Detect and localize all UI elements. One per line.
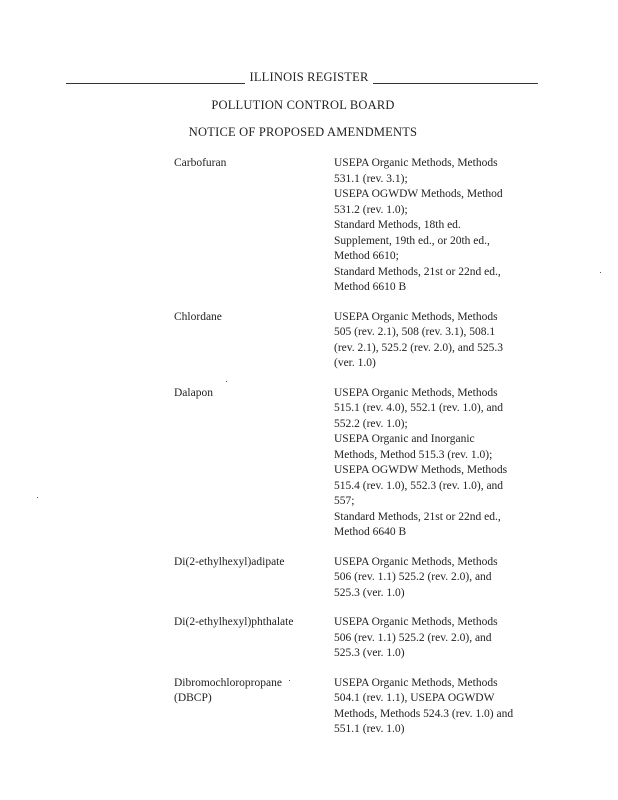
method-line: Methods, Method 515.3 (rev. 1.0);	[334, 448, 493, 461]
register-title	[0, 70, 618, 85]
method-line: (rev. 2.1), 525.2 (rev. 2.0), and 525.3	[334, 341, 504, 354]
method-line: USEPA Organic Methods, Methods	[334, 157, 498, 169]
methods-cell	[334, 386, 524, 541]
method-line: 557;	[334, 495, 355, 507]
method-line: USEPA Organic and Inorganic	[334, 433, 475, 445]
table-row	[174, 615, 534, 662]
analyte-name	[174, 615, 334, 662]
method-line: (ver. 1.0)	[334, 357, 376, 369]
method-line: Standard Methods, 21st or 22nd ed.,	[334, 510, 501, 523]
analyte-name	[174, 310, 334, 372]
method-line: Method 6610 B	[334, 281, 407, 293]
method-line: 504.1 (rev. 1.1), USEPA OGWDW	[334, 692, 495, 704]
analyte-line: Chlordane	[174, 310, 222, 323]
analyte-name	[174, 386, 334, 541]
board-heading: POLLUTION CONTROL BOARD	[211, 98, 395, 112]
analyte-line: (DBCP)	[174, 692, 212, 704]
method-line: USEPA Organic Methods, Methods	[334, 555, 498, 568]
method-line: USEPA Organic Methods, Methods	[334, 386, 498, 399]
analyte-name	[174, 555, 334, 602]
table-row	[174, 676, 534, 738]
analyte-methods-table	[174, 156, 534, 752]
scan-speck	[37, 497, 38, 498]
method-line: USEPA Organic Methods, Methods	[334, 616, 498, 628]
analyte-name	[174, 156, 334, 296]
table-row	[174, 386, 534, 541]
methods-cell	[334, 676, 524, 738]
table-row	[174, 156, 534, 296]
analyte-line: Di(2-ethylhexyl)phthalate	[174, 616, 294, 628]
method-line: USEPA OGWDW Methods, Method	[334, 188, 503, 200]
method-line: USEPA Organic Methods, Methods	[334, 676, 498, 689]
methods-cell	[334, 615, 524, 662]
register-title-text: ILLINOIS REGISTER	[245, 70, 372, 84]
method-line: 515.1 (rev. 4.0), 552.1 (rev. 1.0), and	[334, 402, 504, 414]
method-line: Method 6610;	[334, 250, 399, 262]
analyte-line: Di(2-ethylhexyl)adipate	[174, 555, 285, 568]
scan-speck	[226, 381, 227, 382]
method-line: Methods, Methods 524.3 (rev. 1.0) and	[334, 707, 514, 720]
table-row	[174, 555, 534, 602]
method-line: USEPA OGWDW Methods, Methods	[334, 464, 508, 476]
methods-cell	[334, 555, 524, 602]
method-line: 525.3 (ver. 1.0)	[334, 647, 405, 659]
analyte-name	[174, 676, 334, 738]
method-line: 506 (rev. 1.1) 525.2 (rev. 2.0), and	[334, 571, 492, 583]
methods-cell	[334, 156, 524, 296]
method-line: Supplement, 19th ed., or 20th ed.,	[334, 234, 490, 247]
methods-cell	[334, 310, 524, 372]
method-line: Method 6640 B	[334, 526, 407, 538]
method-line: USEPA Organic Methods, Methods	[334, 310, 498, 323]
method-line: 552.2 (rev. 1.0);	[334, 417, 408, 430]
analyte-line: Carbofuran	[174, 157, 227, 169]
method-line: 505 (rev. 2.1), 508 (rev. 3.1), 508.1	[334, 326, 496, 338]
table-row	[174, 310, 534, 372]
method-line: 531.2 (rev. 1.0);	[334, 203, 408, 216]
method-line: Standard Methods, 21st or 22nd ed.,	[334, 265, 501, 278]
scan-speck	[600, 272, 601, 273]
method-line: 506 (rev. 1.1) 525.2 (rev. 2.0), and	[334, 631, 492, 644]
scan-speck	[289, 680, 290, 681]
method-line: 551.1 (rev. 1.0)	[334, 723, 405, 735]
method-line: Standard Methods, 18th ed.	[334, 219, 461, 231]
analyte-line: Dibromochloropropane	[174, 676, 282, 689]
method-line: 531.1 (rev. 3.1);	[334, 172, 408, 185]
method-line: 525.3 (ver. 1.0)	[334, 586, 405, 599]
notice-heading: NOTICE OF PROPOSED AMENDMENTS	[188, 125, 418, 139]
analyte-line: Dalapon	[174, 386, 213, 399]
method-line: 515.4 (rev. 1.0), 552.3 (rev. 1.0), and	[334, 479, 504, 492]
